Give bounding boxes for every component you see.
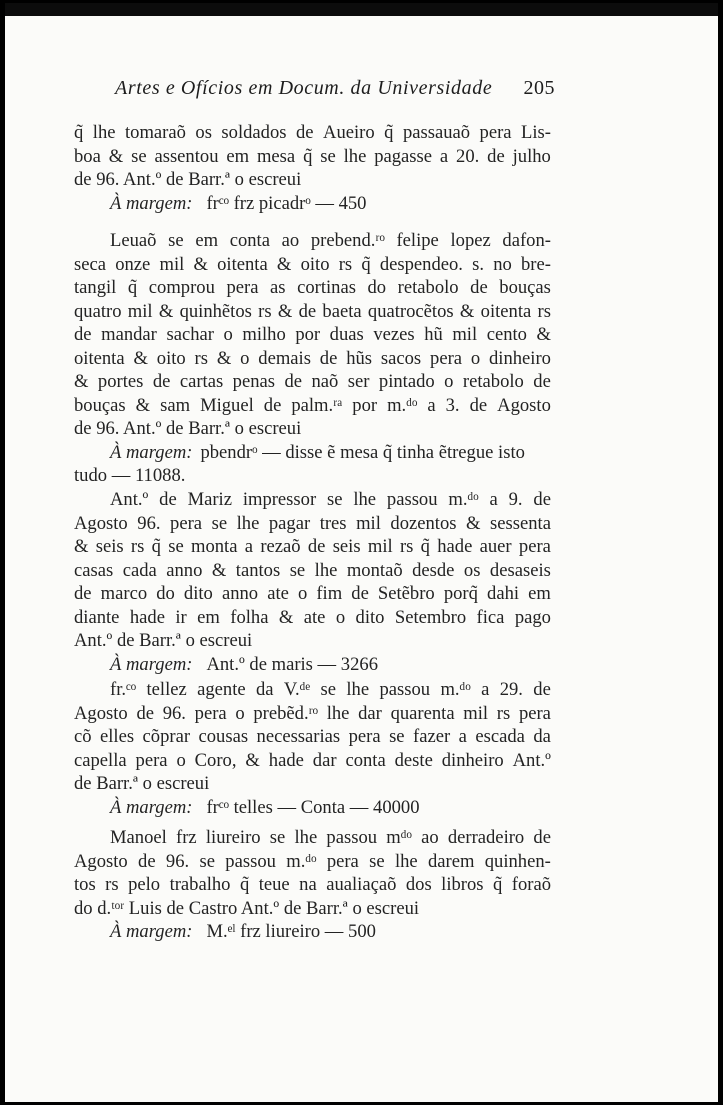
text-line: Agosto 96. pera se lhe pagar tres mil dozentos & sessenta	[74, 512, 551, 534]
margin-note	[74, 192, 551, 216]
text-line: de Barr.ª o escreui	[74, 773, 210, 794]
margin-text: Ant.º de maris — 3266	[206, 653, 378, 675]
margin-label: À margem:	[110, 921, 193, 942]
entry-1	[74, 121, 551, 215]
text-line: de 96. Ant.º de Barr.ª o escreui	[74, 169, 302, 190]
text-line: de mandar sachar o milho por duas vezes hũ mil cento &	[74, 324, 551, 345]
text-line: tangil q̃ comprou pera as cortinas do retabolo de bouças	[74, 277, 551, 298]
margin-label: À margem:	[110, 653, 193, 675]
margin-label: À margem:	[110, 441, 193, 463]
entry-5	[74, 826, 551, 944]
running-title: Artes e Ofícios em Docum. da Universidade	[115, 77, 493, 99]
book-page	[5, 3, 718, 1102]
text-line: & seis rs q̃ se monta a rezaõ de seis mil rs q̃ hade auer pera	[74, 536, 551, 557]
margin-label: À margem:	[110, 796, 193, 818]
entry-4	[74, 678, 551, 819]
entry-2	[74, 229, 551, 488]
margin-note-continued: tudo — 11088.	[74, 465, 186, 486]
margin-text: frᶜᵒ telles — Conta — 40000	[206, 796, 420, 818]
text-line: Leuaõ se em conta ao prebend.ʳᵒ felipe lopez dafon-	[110, 230, 551, 251]
margin-note	[74, 920, 551, 944]
margin-note	[74, 653, 551, 677]
margin-text: pbendrᵒ — disse ẽ mesa q̃ tinha ẽtregue isto	[200, 441, 525, 463]
text-line: quatro mil & quinhẽtos rs & de baeta quatrocẽtos & oitenta rs	[74, 300, 551, 322]
margin-label: À margem:	[110, 192, 193, 214]
text-line: boa & se assentou em mesa q̃ se lhe pagasse a 20. de julho	[74, 145, 551, 167]
text-line: de 96. Ant.º de Barr.ª o escreui	[74, 418, 302, 439]
margin-note	[74, 441, 551, 465]
text-line: Manoel frz liureiro se lhe passou mᵈᵒ ao derradeiro de	[110, 827, 551, 848]
text-line: casas cada anno & tantos se lhe montaõ desde os desaseis	[74, 559, 551, 581]
text-line: & portes de cartas penas de naõ ser pintado o retabolo de	[74, 371, 551, 392]
text-line: fr.ᶜᵒ tellez agente da V.ᵈᵉ se lhe passou m.ᵈᵒ a 29. de	[110, 679, 551, 700]
text-line: do d.ᵗᵒʳ Luis de Castro Ant.º de Barr.ª o escreui	[74, 897, 420, 919]
text-line: oitenta & oito rs & o demais de hũs sacos pera o dinheiro	[74, 347, 551, 369]
text-line: bouças & sam Miguel de palm.ʳᵃ por m.ᵈᵒ a 3. de Agosto	[74, 394, 551, 416]
page-number: 205	[523, 77, 555, 99]
page-header	[115, 77, 555, 107]
text-line: Ant.º de Barr.ª o escreui	[74, 630, 253, 651]
text-line: diante hade ir em folha & ate o dito Setembro fica pago	[74, 606, 551, 628]
scan-edge-shadow	[5, 3, 718, 16]
entry-3	[74, 488, 551, 676]
text-line: q̃ lhe tomaraõ os soldados de Aueiro q̃ passauaõ pera Lis-	[74, 122, 551, 143]
margin-text: frᶜᵒ frz picadrᵒ — 450	[206, 192, 367, 214]
margin-note	[74, 796, 551, 820]
text-line: de marco do dito anno ate o fim de Setẽbro porq̃ dahi em	[74, 583, 551, 604]
text-line: seca onze mil & oitenta & oito rs q̃ despendeo. s. no bre-	[74, 253, 551, 275]
margin-text: M.ᵉˡ frz liureiro — 500	[206, 921, 376, 942]
text-line: Ant.º de Mariz impressor se lhe passou m.ᵈᵒ a 9. de	[110, 489, 551, 510]
text-line: tos rs pelo trabalho q̃ teue na aualiaçaõ dos libros q̃ foraõ	[74, 874, 551, 895]
text-line: cõ elles cõprar cousas necessarias pera se fazer a escada da	[74, 726, 551, 747]
text-line: Agosto de 96. pera o prebẽd.ʳᵒ lhe dar quarenta mil rs pera	[74, 702, 551, 724]
text-line: Agosto de 96. se passou m.ᵈᵒ pera se lhe darem quinhen-	[74, 850, 551, 872]
text-line: capella pera o Coro, & hade dar conta deste dinheiro Ant.º	[74, 749, 551, 771]
